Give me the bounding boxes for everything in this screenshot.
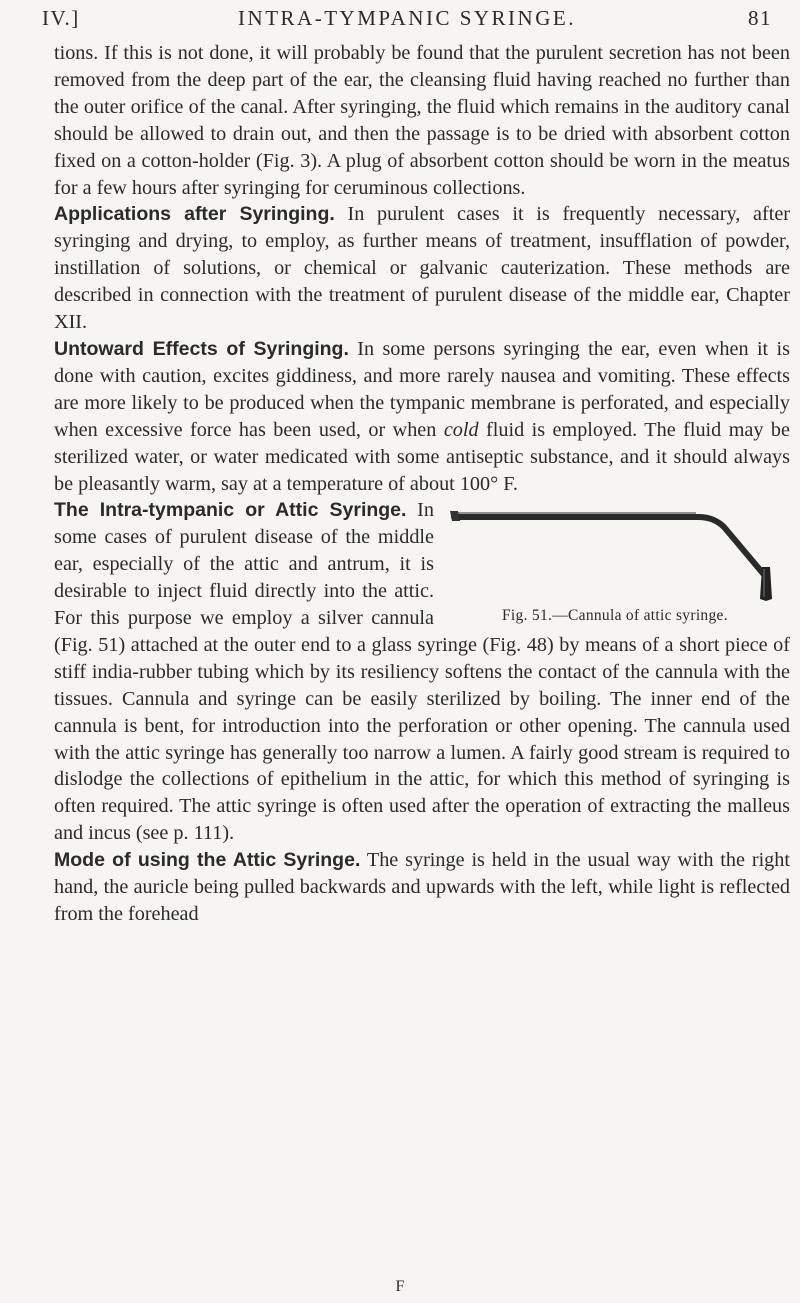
paragraph-continuation: tions. If this is not done, it will probably be found that the purulent secretion has not been removed from the deep part of the ear, the cleansing fluid having reached no further than the outer orifice of the canal. After syringing, the fluid which remains in the auditory canal should be allowed to drain out, and then the passage is to be dried with absorbent cotton fixed on a cotton-holder (Fig. 3). A plug of absorbent cotton should be worn in the meatus for a few hours after syringing for ceruminous collections. xyxy=(54,42,790,199)
signature-mark: F xyxy=(395,1278,405,1295)
running-title: INTRA-TYMPANIC SYRINGE. xyxy=(238,6,576,30)
section-heading-mode-of-using: Mode of using the Attic Syringe. xyxy=(54,849,361,872)
cannula-bent-end xyxy=(760,567,772,601)
paragraph-text: In some persons syringing the ear, even when it is done with caution, excites giddiness, and more rarely nausea and vomiting. These effects are more likely to be produced when the tympanic membrane is perforated, and especially when excessive force has been used, or when xyxy=(54,337,790,441)
section-heading-applications: Applications after Syringing. xyxy=(54,203,335,226)
figure-51 xyxy=(446,503,790,623)
cannula-illustration-icon xyxy=(446,503,790,603)
section-heading-untoward-effects: Untoward Effects of Syringing. xyxy=(54,337,349,360)
paragraph-text: In purulent cases it is frequently necessary, after syringing and drying, to employ, as further means of treatment, insufflation of powder, instillation of solutions, or chemical or galvanic cauterization. These methods are described in connection with the treatment of purulent disease of the middle ear, Chapter XII. xyxy=(54,203,791,334)
section-heading-attic-syringe: The Intra-tympanic or Attic Syringe. xyxy=(54,499,407,522)
running-header xyxy=(42,6,772,38)
paragraph-text: fluid is employed. The fluid may be sterilized water, or water medicated with some antiseptic substance, and it should always be pleasantly warm, say at a temperature of about 100° F. xyxy=(54,418,790,495)
figure-caption: Fig. 51.—Cannula of attic syringe. xyxy=(502,607,728,625)
paragraph-attic-syringe xyxy=(54,497,790,847)
paragraph-untoward-effects xyxy=(54,336,790,497)
paragraph-mode-of-using xyxy=(54,847,790,928)
italic-word: cold xyxy=(443,418,479,441)
paragraph-text: The syringe is held in the usual way with the right hand, the auricle being pulled backwards and upwards with the left, while light is reflected from the forehead xyxy=(54,849,790,925)
chapter-number: IV.] xyxy=(42,6,80,30)
paragraph-applications xyxy=(54,201,790,336)
cannula-tube xyxy=(454,517,766,577)
paragraph-text: In some cases of purulent disease of the middle ear, especially of the attic and antrum, it is desirable to inject fluid directly into the attic. For this purpose we employ a silver cannula (Fig. 51) attached at the outer end to a glass syringe (Fig. 48) by means of a short piece of stiff india-rubber tubing which by its resiliency softens the contact of the cannula with the tissues. Cannula and syringe can be easily sterilized by boiling. The inner end of the cannula is bent, for introduction into the perforation or other opening. The cannula used with the attic syringe has generally too narrow a lumen. A fairly good stream is required to dislodge the collections of epithelium in the attic, for which this method of syringing is often required. The attic syringe is often used after the operation of extracting the malleus and incus (see p. 111). xyxy=(54,499,790,845)
page-number: 81 xyxy=(748,6,772,30)
body-text xyxy=(54,40,790,928)
